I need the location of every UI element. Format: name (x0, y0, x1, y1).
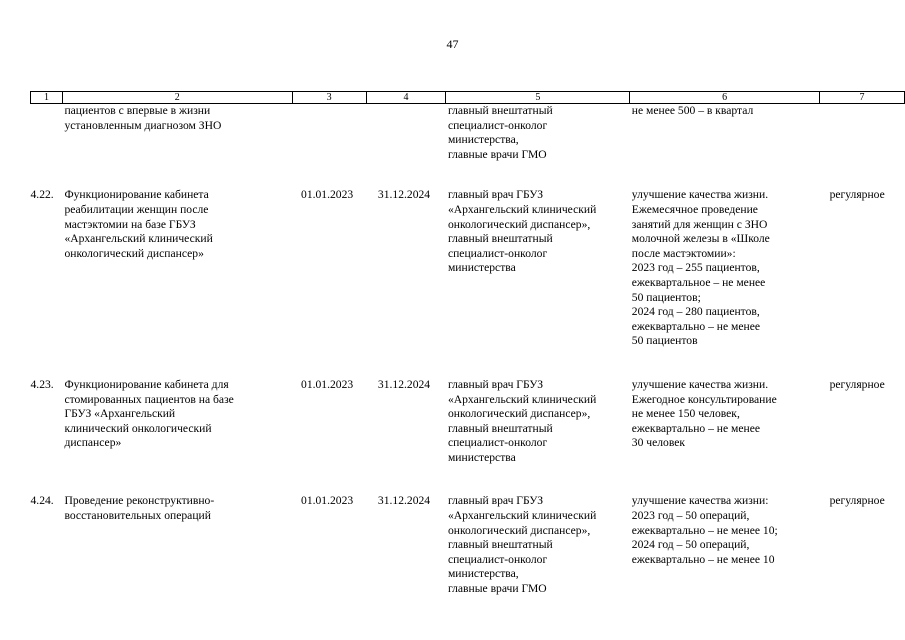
column-number: 5 (446, 92, 630, 104)
activity-name: пациентов с впервые в жизни установленным диагнозом ЗНО (64, 104, 222, 132)
column-number-row (31, 92, 905, 104)
expected-result: улучшение качества жизни. Ежегодное консультирование не менее 150 человек, ежеквартально – не менее 30 человек (631, 377, 777, 450)
end-date: 31.12.2024 (377, 188, 431, 202)
frequency: регулярное (829, 188, 885, 202)
column-number: 4 (366, 92, 446, 104)
start-date: 01.01.2023 (301, 188, 354, 202)
responsible: главный врач ГБУЗ «Архангельский клинический онкологический диспансер», главный внештатный специалист-онколог министерства (447, 188, 597, 275)
row-number: 4.22. (30, 188, 54, 202)
frequency: регулярное (829, 377, 885, 391)
page-number: 47 (446, 37, 459, 51)
frequency: регулярное (829, 494, 885, 508)
end-date (366, 104, 446, 189)
table-row (31, 494, 905, 596)
activities-table (30, 91, 905, 597)
end-date: 31.12.2024 (377, 494, 431, 508)
responsible: главный врач ГБУЗ «Архангельский клинический онкологический диспансер», главный внештатный специалист-онколог министерства (447, 377, 597, 464)
activity-name: Функционирование кабинета реабилитации женщин после мастэктомии на базе ГБУЗ «Архангельский клинический онкологический диспансер» (64, 188, 213, 260)
table-row (31, 188, 905, 378)
column-number: 1 (31, 92, 63, 104)
activity-name: Проведение реконструктивно- восстановительных операций (64, 494, 215, 523)
row-number (31, 104, 63, 189)
activity-name: Функционирование кабинета для стомированных пациентов на базе ГБУЗ «Архангельский клинический онкологический диспансер» (64, 377, 234, 450)
row-number: 4.23. (30, 377, 54, 391)
column-number: 3 (292, 92, 366, 104)
expected-result: улучшение качества жизни. Ежемесячное проведение занятий для женщин с ЗНО молочной железы в «Школе после мастэктомии»: 2023 год – 255 пациентов, ежеквартальное – не менее 50 пациентов; 2024 год – 280 пациентов, ежеквартально – не менее 50 пациентов (631, 188, 770, 348)
start-date (292, 104, 366, 189)
frequency (820, 104, 905, 189)
responsible: главный врач ГБУЗ «Архангельский клинический онкологический диспансер», главный внештатный специалист-онколог министерства, главные врачи ГМО (447, 494, 597, 596)
column-number: 2 (62, 92, 292, 104)
continuation-row (31, 104, 905, 189)
table-row (31, 378, 905, 495)
expected-result: улучшение качества жизни: 2023 год – 50 операций, ежеквартально – не менее 10; 2024 год – 50 операций, ежеквартально – не менее 10 (631, 494, 778, 566)
responsible: главный внештатный специалист-онколог министерства, главные врачи ГМО (447, 104, 553, 161)
expected-result: не менее 500 – в квартал (631, 104, 754, 117)
column-number: 6 (630, 92, 820, 104)
start-date: 01.01.2023 (301, 494, 354, 508)
start-date: 01.01.2023 (301, 377, 354, 391)
column-number: 7 (820, 92, 905, 104)
row-number: 4.24. (30, 494, 54, 508)
end-date: 31.12.2024 (377, 377, 431, 391)
